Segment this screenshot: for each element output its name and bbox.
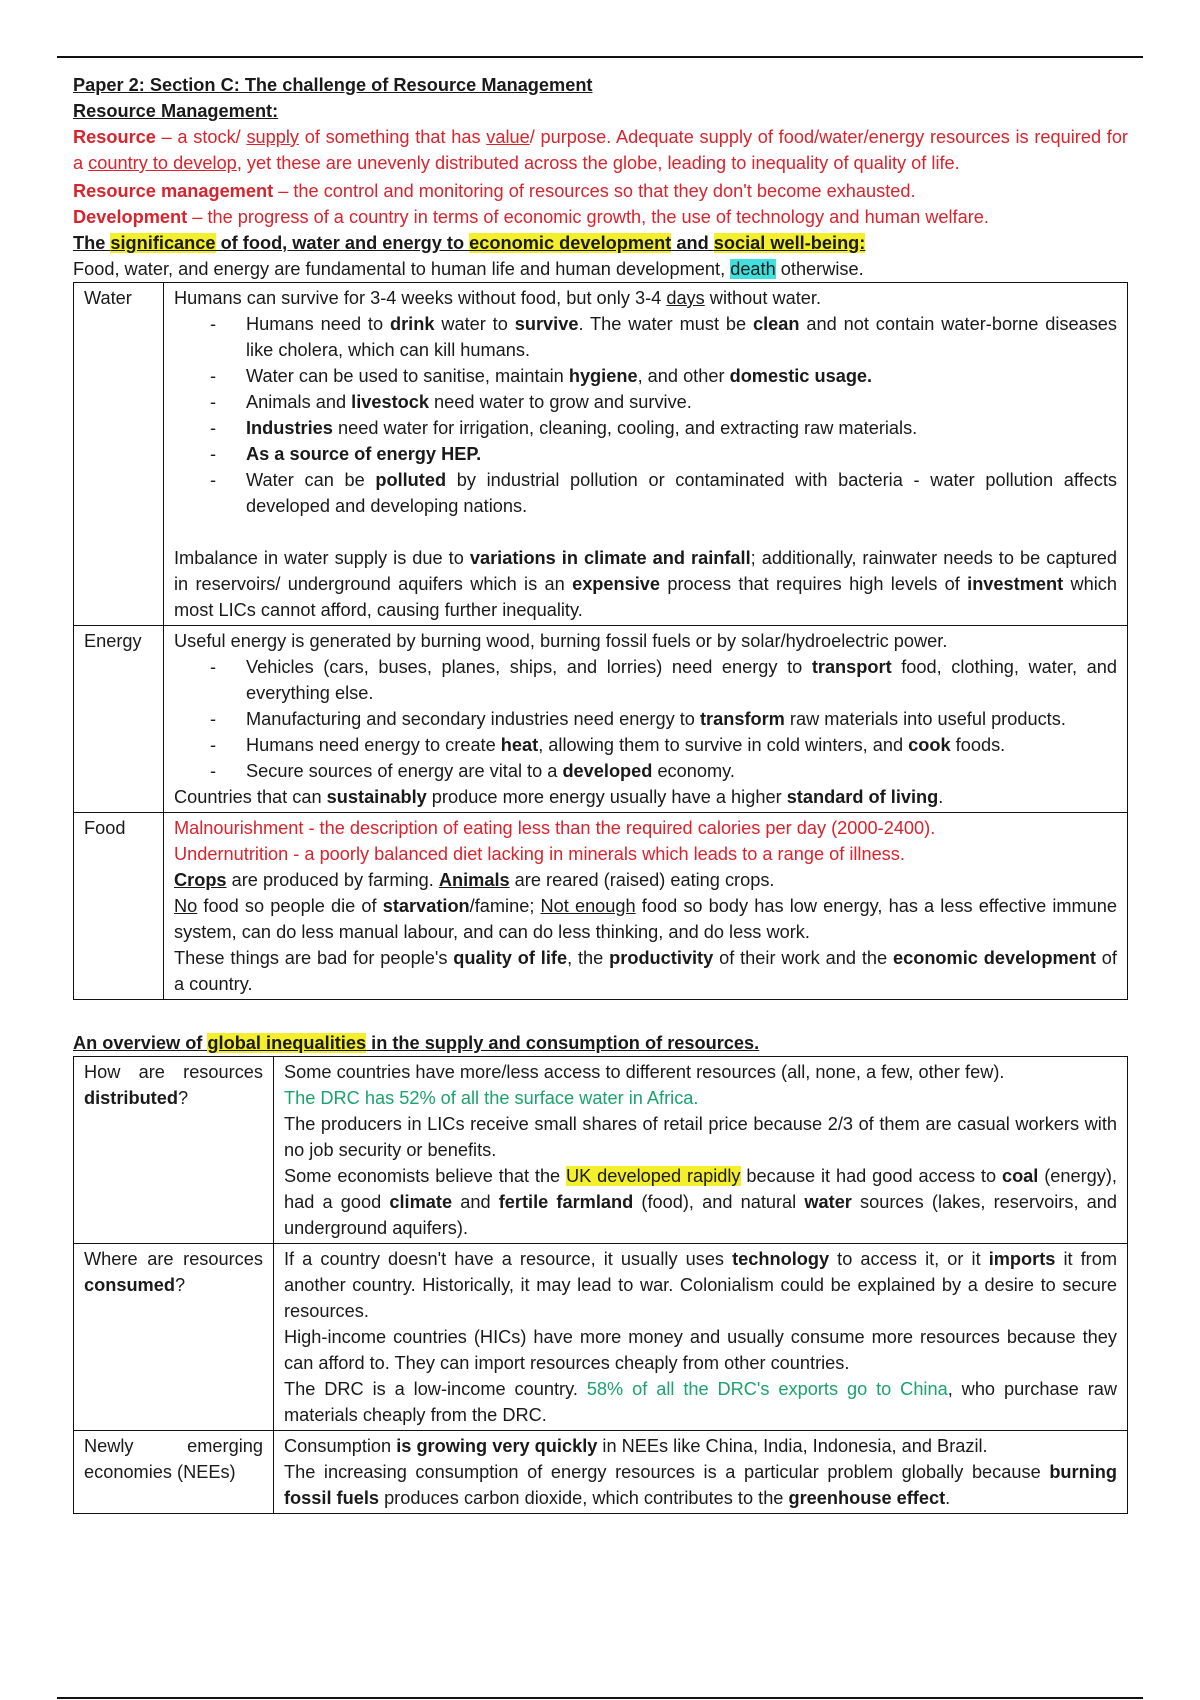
significance-heading: The significance of food, water and energy to economic development and social well-being: [73,233,866,253]
overview-heading: An overview of global inequalities in the supply and consumption of resources. [73,1033,760,1053]
distributed-content: Some countries have more/less access to different resources (all, none, a few, other few). The DRC has 52% of all the surface water in Africa. The producers in LICs receive small shares of retail price because 2/3 of them are casual workers with no job security or benefits. Some economists believe that the UK developed rapidly because it had good access to coal (energy), had a good climate and fertile farmland (food), and natural water sources (lakes, reservoirs, and underground aquifers). [274,1057,1128,1244]
significance-table [73,282,1128,1000]
energy-content: Useful energy is generated by burning wood, burning fossil fuels or by solar/hydroelectric power. - Vehicles (cars, buses, planes, ships, and lorries) need energy to transport food, clothing, water, and everything else. - Manufacturing and secondary industries need energy to transform raw materials into useful products. - Humans need energy to create heat, allowing them to survive in cold winters, and cook foods. - Secure sources of energy are vital to a developed economy. Countries that can sustainably produce more energy usually have a higher standard of living. [164,626,1128,813]
list-item: - Animals and livestock need water to grow and survive. [246,389,1117,415]
distributed-label: How are resources distributed? [74,1057,274,1244]
definition-resource-management: Resource management – the control and monitoring of resources so that they don't become exhausted. [73,181,916,201]
water-list [174,311,1117,519]
bottom-rule [57,1697,1143,1699]
consumed-label: Where are resources consumed? [74,1244,274,1431]
distributed-row [74,1057,1128,1244]
list-item: - Vehicles (cars, buses, planes, ships, and lorries) need energy to transport food, clothing, water, and everything else. [246,654,1117,706]
water-content: Humans can survive for 3-4 weeks without food, but only 3-4 days without water. - Humans need to drink water to survive. The water must be clean and not contain water-borne diseases like cholera, which can kill humans. - Water can be used to sanitise, maintain hygiene, and other domestic usage. - Animals and livestock need water to grow and survive. - Industries need water for irrigation, cleaning, cooling, and extracting raw materials. - As a source of energy HEP. - Water can be polluted by industrial pollution or contaminated with bacteria - water pollution affects developed and developing nations. Imbalance in water supply is due to variations in climate and rainfall; additionally, rainwater needs to be captured in reservoirs/ underground aquifers which is an expensive process that requires high levels of investment which most LICs cannot afford, causing further inequality. [164,283,1128,626]
section-heading: Resource Management: [73,101,279,121]
consumed-content: If a country doesn't have a resource, it usually uses technology to access it, or it imports it from another country. Historically, it may lead to war. Colonialism could be explained by a desire to secure resources. High-income countries (HICs) have more money and usually consume more resources because they can afford to. They can import resources cheaply from other countries. The DRC is a low-income country. 58% of all the DRC's exports go to China, who purchase raw materials cheaply from the DRC. [274,1244,1128,1431]
food-content: Malnourishment - the description of eating less than the required calories per day (2000-2400). Undernutrition - a poorly balanced diet lacking in minerals which leads to a range of illness. Crops are produced by farming. Animals are reared (raised) eating crops. No food so people die of starvation/famine; Not enough food so body has low energy, has a less effective immune system, can do less manual labour, and can do less thinking, and do less work. These things are bad for people's quality of life, the productivity of their work and the economic development of a country. [164,813,1128,1000]
list-item: - Humans need to drink water to survive. The water must be clean and not contain water-borne diseases like cholera, which can kill humans. [246,311,1117,363]
energy-row [74,626,1128,813]
list-item: - Secure sources of energy are vital to a developed economy. [246,758,1117,784]
overview-table [73,1056,1128,1514]
nees-label: Newly emerging economies (NEEs) [74,1431,274,1514]
list-item: - Manufacturing and secondary industries need energy to transform raw materials into useful products. [246,706,1117,732]
page-title: Paper 2: Section C: The challenge of Resource Management [73,75,593,95]
energy-label: Energy [74,626,164,813]
list-item: - Water can be used to sanitise, maintain hygiene, and other domestic usage. [246,363,1117,389]
top-rule [57,56,1143,58]
list-item: - Water can be polluted by industrial pollution or contaminated with bacteria - water pollution affects developed and developing nations. [246,467,1117,519]
list-item: - As a source of energy HEP. [246,441,1117,467]
nees-content: Consumption is growing very quickly in NEEs like China, India, Indonesia, and Brazil. The increasing consumption of energy resources is a particular problem globally because burning fossil fuels produces carbon dioxide, which contributes to the greenhouse effect. [274,1431,1128,1514]
definition-development: Development – the progress of a country in terms of economic growth, the use of technology and human welfare. [73,207,989,227]
water-row [74,283,1128,626]
water-label: Water [74,283,164,626]
definition-resource: Resource – a stock/ supply of something that has value/ purpose. Adequate supply of food/water/energy resources is required for a country to develop, yet these are unevenly distributed across the globe, leading to inequality of quality of life. [73,127,1128,173]
list-item: - Humans need energy to create heat, allowing them to survive in cold winters, and cook foods. [246,732,1117,758]
list-item: - Industries need water for irrigation, cleaning, cooling, and extracting raw materials. [246,415,1117,441]
food-label: Food [74,813,164,1000]
significance-intro: Food, water, and energy are fundamental to human life and human development, death otherwise. [73,259,864,279]
document-page [73,72,1128,1514]
energy-list [174,654,1117,784]
nees-row [74,1431,1128,1514]
food-row [74,813,1128,1000]
consumed-row [74,1244,1128,1431]
